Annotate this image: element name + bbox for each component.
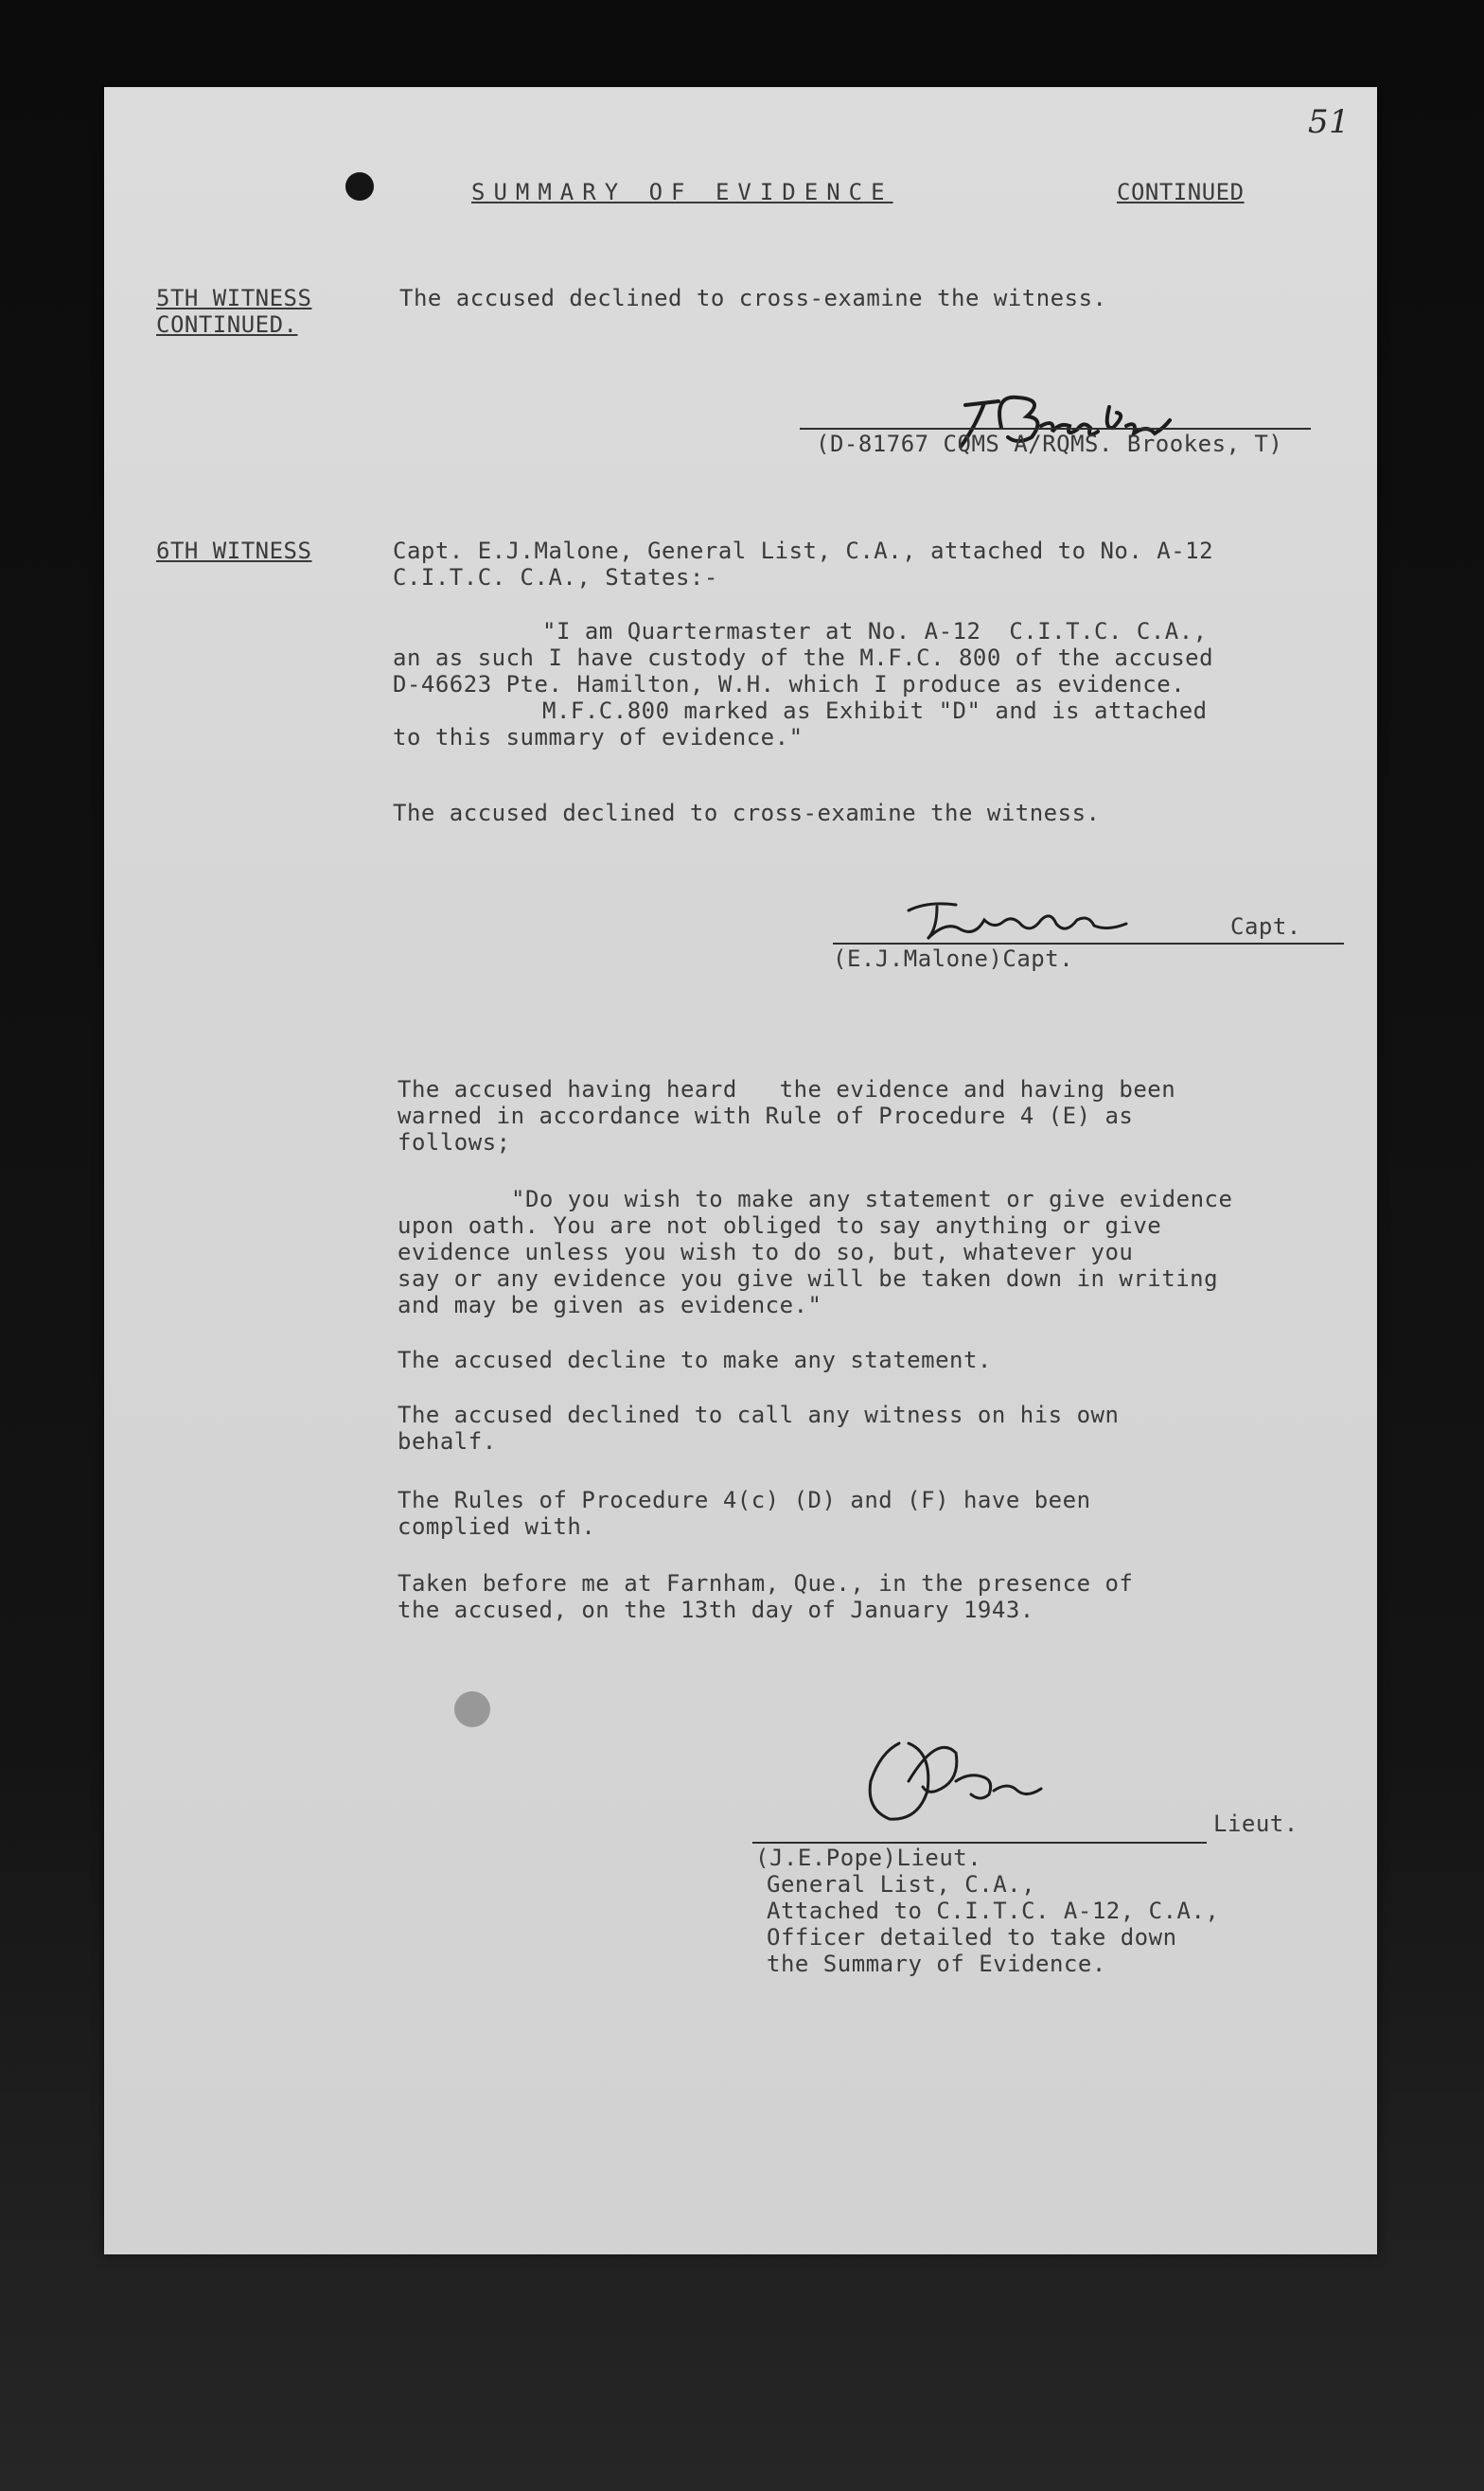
- officer-line-4: Officer detailed to take down: [767, 1924, 1177, 1951]
- caution-line-4: say or any evidence you give will be taken down in writing: [398, 1265, 1219, 1292]
- officer-line-3: Attached to C.I.T.C. A-12, C.A.,: [767, 1898, 1220, 1924]
- officer-line-2: General List, C.A.,: [767, 1871, 1036, 1898]
- quote-line-2: an as such I have custody of the M.F.C. 800 of the accused: [393, 645, 1214, 671]
- witness5-label: 5TH WITNESS: [156, 285, 312, 311]
- witness6-label: 6TH WITNESS: [156, 538, 312, 564]
- taken-before-2: the accused, on the 13th day of January 1943.: [398, 1597, 1034, 1623]
- warning-line-3: follows;: [398, 1129, 511, 1156]
- caution-line-3: evidence unless you wish to do so, but, whatever you: [398, 1239, 1134, 1265]
- malone-caption: (E.J.Malone)Capt.: [833, 945, 1074, 972]
- officer-line-1: (J.E.Pope)Lieut.: [755, 1845, 982, 1871]
- pope-signature: [795, 1715, 1079, 1847]
- decline-witness-1: The accused declined to call any witness on his own: [398, 1402, 1120, 1428]
- stain: [454, 1691, 490, 1727]
- decline-witness-2: behalf.: [398, 1428, 497, 1455]
- witness6-declined: The accused declined to cross-examine the witness.: [393, 800, 1101, 826]
- taken-before-1: Taken before me at Farnham, Que., in the presence of: [398, 1570, 1134, 1597]
- warning-line-1: The accused having heard the evidence and having been: [398, 1076, 1176, 1103]
- officer-line-5: the Summary of Evidence.: [767, 1951, 1106, 1977]
- quote-line-4: M.F.C.800 marked as Exhibit "D" and is attached: [542, 698, 1208, 724]
- document-title: SUMMARY OF EVIDENCE: [471, 179, 893, 205]
- pope-rank: Lieut.: [1213, 1811, 1298, 1837]
- continued-label: CONTINUED: [1117, 179, 1245, 205]
- rules-line-1: The Rules of Procedure 4(c) (D) and (F) have been: [398, 1487, 1091, 1513]
- quote-line-5: to this summary of evidence.": [393, 724, 804, 751]
- malone-rank: Capt.: [1230, 913, 1301, 940]
- witness5-continued: CONTINUED.: [156, 311, 298, 338]
- rules-line-2: complied with.: [398, 1513, 596, 1540]
- witness5-text: The accused declined to cross-examine the witness.: [399, 285, 1107, 311]
- quote-line-1: "I am Quartermaster at No. A-12 C.I.T.C. C.A.,: [542, 618, 1208, 645]
- witness6-intro-1: Capt. E.J.Malone, General List, C.A., attached to No. A-12: [393, 538, 1214, 564]
- document-page: [104, 87, 1377, 2254]
- decline-statement: The accused decline to make any statement.: [398, 1347, 992, 1373]
- caution-line-1: "Do you wish to make any statement or give evidence: [511, 1186, 1233, 1212]
- warning-line-2: warned in accordance with Rule of Procedure 4 (E) as: [398, 1103, 1134, 1129]
- brookes-caption: (D-81767 CQMS A/RQMS. Brookes, T): [816, 431, 1283, 457]
- witness6-intro-2: C.I.T.C. C.A., States:-: [393, 564, 718, 591]
- caution-line-5: and may be given as evidence.": [398, 1292, 822, 1318]
- quote-line-3: D-46623 Pte. Hamilton, W.H. which I produce as evidence.: [393, 671, 1186, 698]
- page-number: 51: [1308, 103, 1351, 141]
- caution-line-2: upon oath. You are not obliged to say anything or give: [398, 1212, 1162, 1239]
- punch-hole: [345, 172, 374, 201]
